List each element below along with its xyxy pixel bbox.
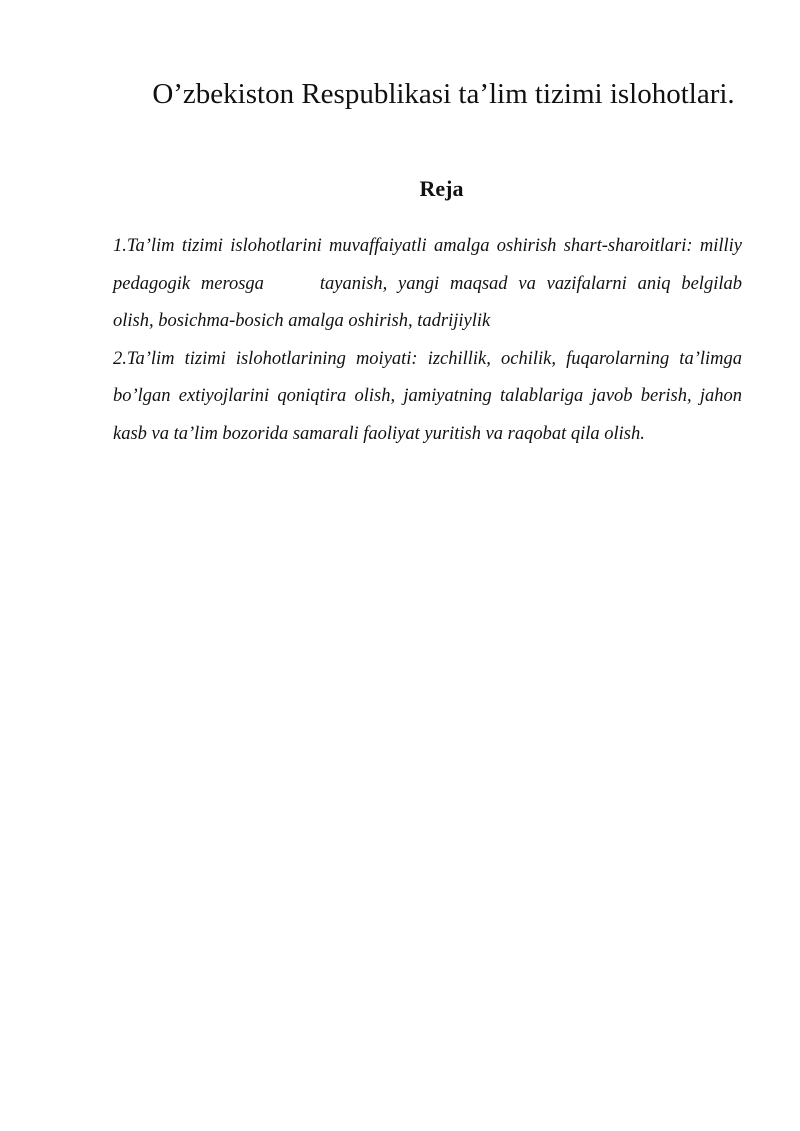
plan-item-1-text-part-2: tayanish, yangi maqsad va vazifalarni aniq belgilab olish, bosichma-bosich amalga oshirish, tadrijiylik	[113, 273, 742, 331]
plan-item-2-text: 2.Ta’lim tizimi islohotlarining moiyati: izchillik, ochilik, fuqarolarning ta’limga bo’lgan extiyojlarini qoniqtira olish, jamiyatning talablariga javob berish, jahon kasb va ta’lim bozorida samarali faoliyat yuritish va raqobat qila olish.	[113, 348, 742, 444]
plan-item-1	[113, 228, 742, 341]
plan-list	[113, 228, 742, 453]
document-title: O’zbekiston Respublikasi ta’lim tizimi islohotlari.	[152, 78, 735, 110]
plan-item-1-text-part-1: 1.Ta’lim tizimi islohotlarini muvaffaiyatli amalga oshirish shart-sharoitlari: milliy pedagogik merosga	[113, 236, 742, 294]
plan-heading: Reja	[419, 176, 464, 201]
plan-item-2	[113, 341, 742, 454]
